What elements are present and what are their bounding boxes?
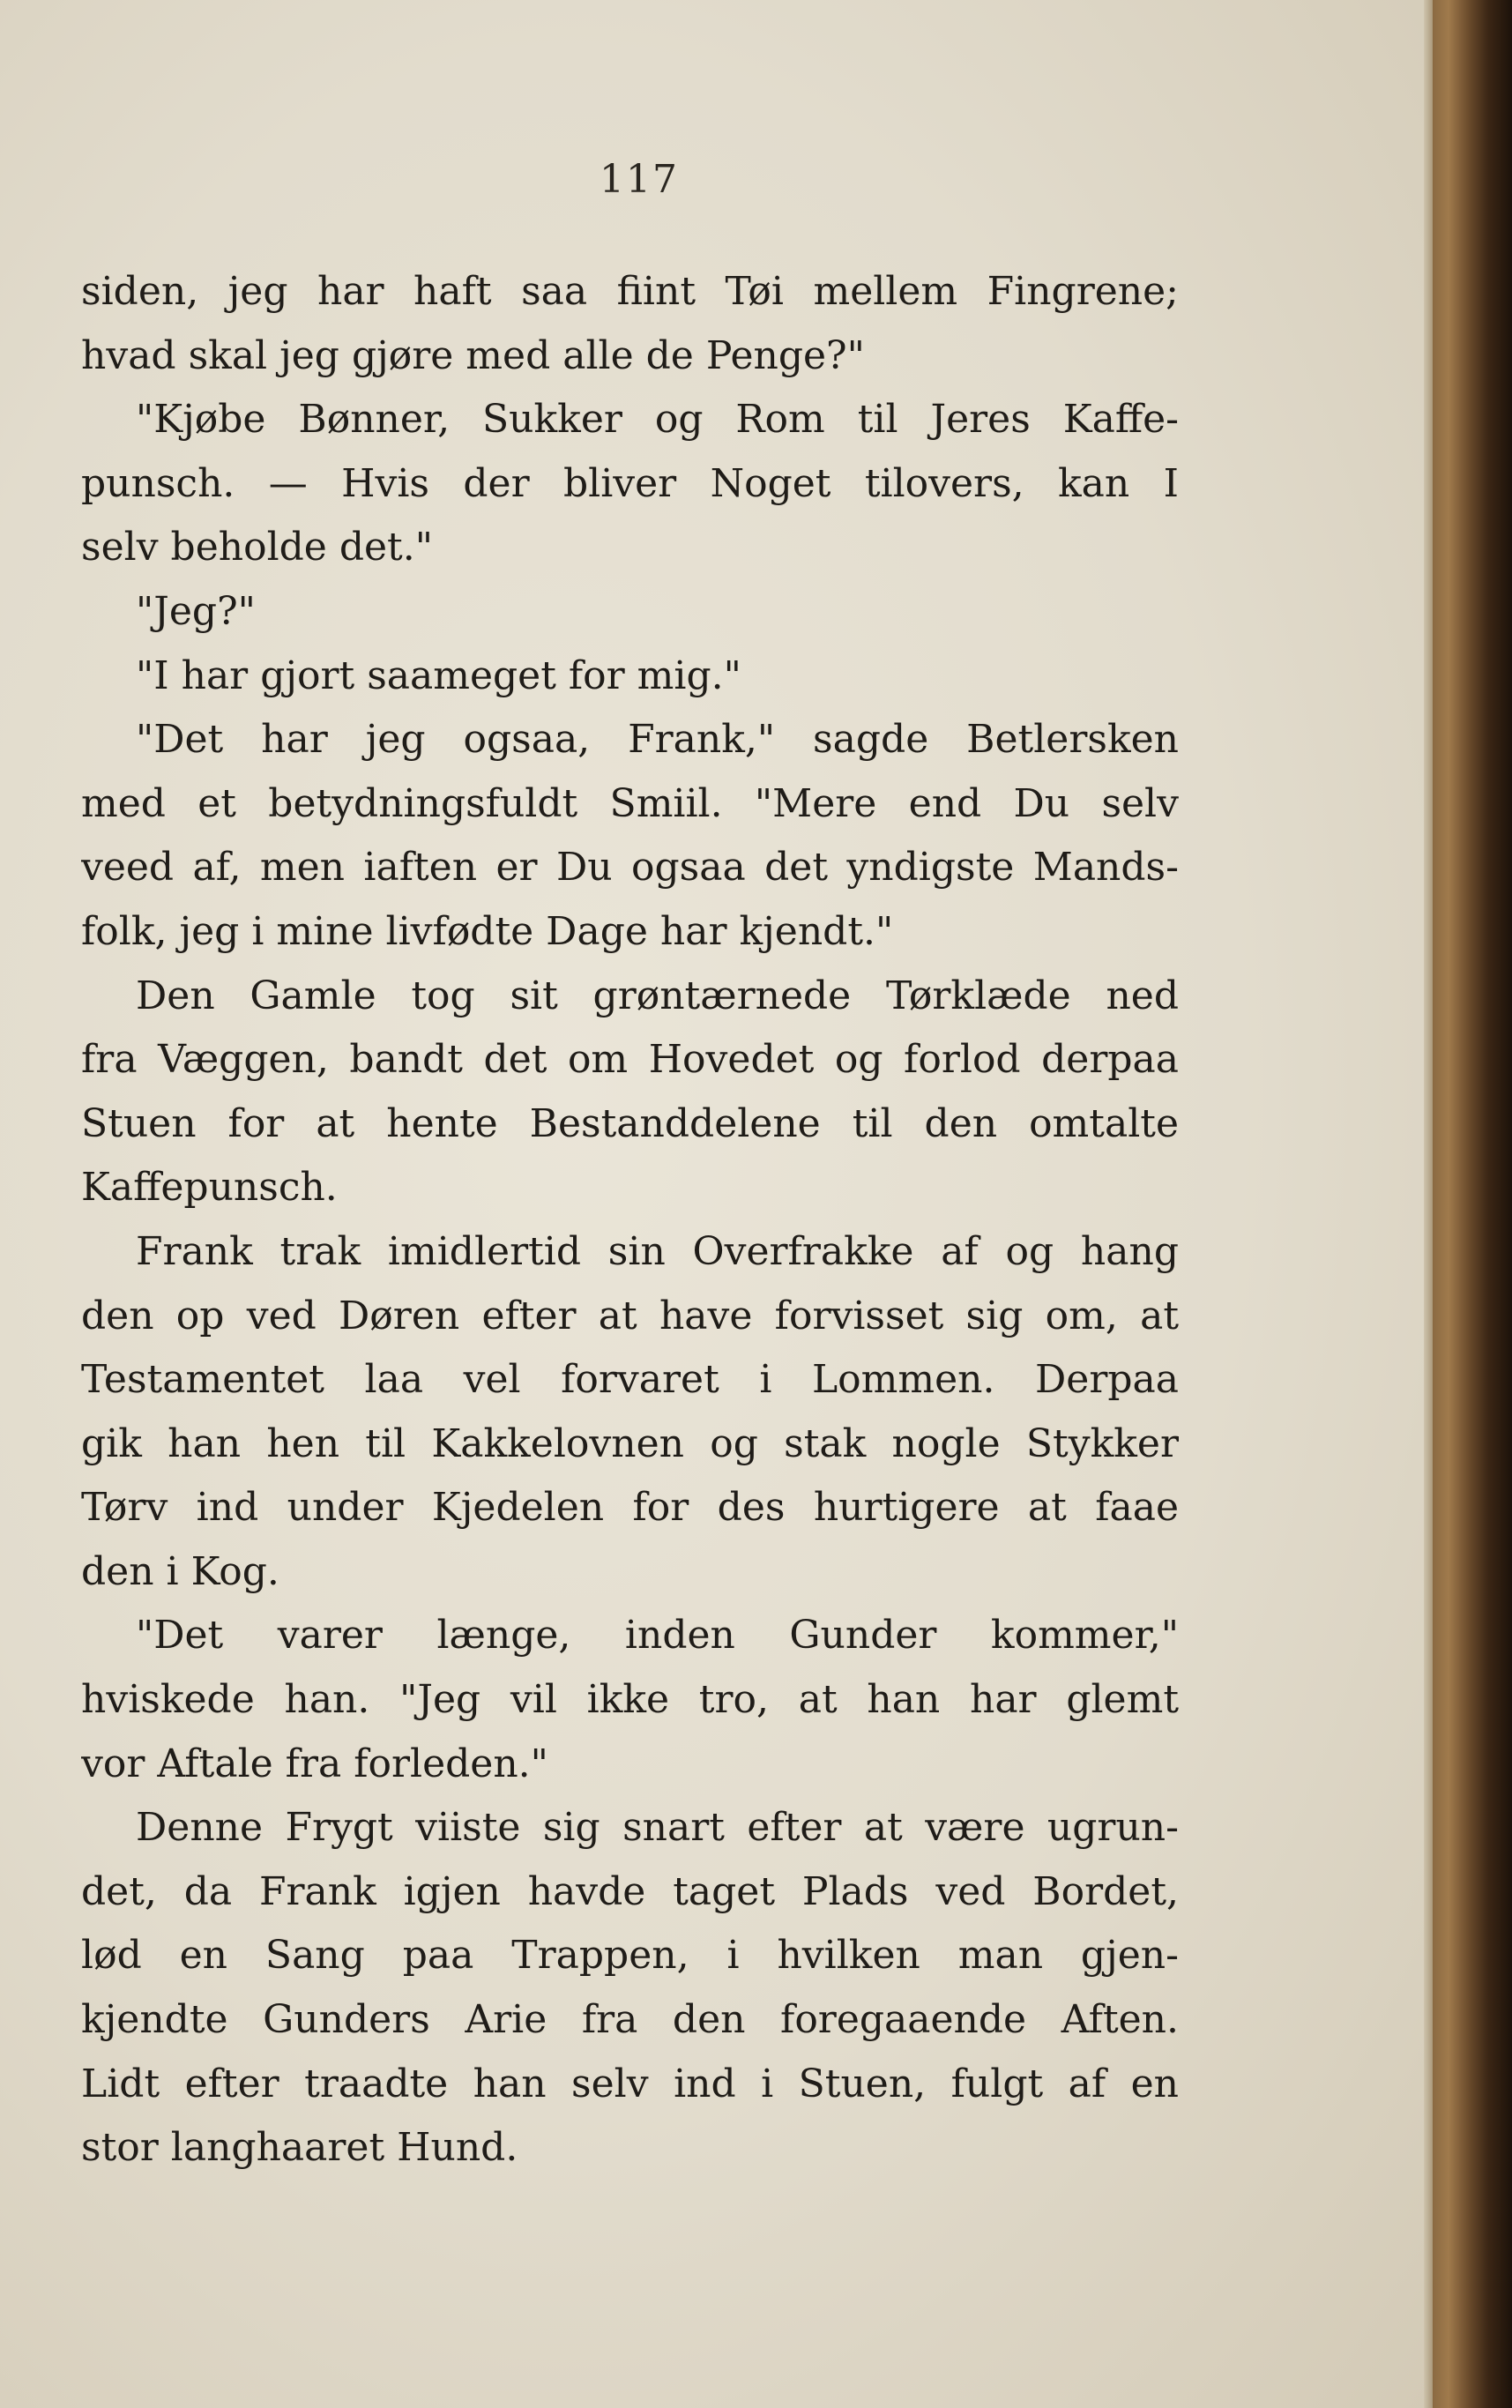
text-line: fra Væggen, bandt det om Hovedet og forlod derpaa — [81, 1037, 1179, 1083]
text-line: Frank trak imidlertid sin Overfrakke af og hang — [136, 1228, 1179, 1274]
text-line: Stuen for at hente Bestanddelene til den omtalte — [81, 1100, 1179, 1146]
text-line: punsch. — Hvis der bliver Noget tilovers, kan I — [81, 460, 1179, 506]
text-line: hviskede han. "Jeg vil ikke tro, at han har glemt — [81, 1677, 1179, 1723]
text-line: Denne Frygt viiste sig snart efter at være ugrun- — [136, 1805, 1179, 1851]
text-line: den op ved Døren efter at have forvisset sig om, at — [81, 1293, 1179, 1338]
page-number: 117 — [600, 157, 679, 202]
text-line: selv beholde det." — [81, 525, 433, 570]
text-line: vor Aftale fra forleden." — [81, 1741, 548, 1786]
text-line: Tørv ind under Kjedelen for des hurtigere at faae — [81, 1485, 1179, 1531]
text-line: den i Kog. — [81, 1548, 279, 1594]
text-line: lød en Sang paa Trappen, i hvilken man gjen- — [81, 1933, 1179, 1979]
text-line: det, da Frank igjen havde taget Plads ved Bordet, — [81, 1868, 1179, 1914]
text-line: siden, jeg har haft saa fiint Tøi mellem Fingrene; — [81, 269, 1179, 314]
text-line: Kaffepunsch. — [81, 1165, 338, 1211]
text-line: "I har gjort saameget for mig." — [136, 652, 741, 698]
text-line: "Det har jeg ogsaa, Frank," sagde Betlersken — [136, 717, 1179, 763]
text-line: Den Gamle tog sit grøntærnede Tørklæde ned — [136, 973, 1179, 1018]
text-line: "Jeg?" — [136, 588, 256, 634]
text-line: med et betydningsfuldt Smiil. "Mere end Du selv — [81, 780, 1179, 826]
book-binding — [1433, 0, 1512, 2408]
text-line: veed af, men iaften er Du ogsaa det yndigste Mands- — [81, 845, 1179, 891]
text-line: gik han hen til Kakkelovnen og stak nogle Stykker — [81, 1420, 1179, 1466]
text-line: Testamentet laa vel forvaret i Lommen. Derpaa — [81, 1357, 1179, 1403]
text-line: kjendte Gunders Arie fra den foregaaende Aften. — [81, 1997, 1179, 2043]
text-line: Lidt efter traadte han selv ind i Stuen, fulgt af en — [81, 2061, 1179, 2106]
text-line: hvad skal jeg gjøre med alle de Penge?" — [81, 332, 865, 378]
text-line: folk, jeg i mine livfødte Dage har kjendt." — [81, 908, 894, 954]
text-line: "Kjøbe Bønner, Sukker og Rom til Jeres Kaffe- — [136, 397, 1179, 443]
text-line: stor langhaaret Hund. — [81, 2125, 518, 2171]
text-line: "Det varer længe, inden Gunder kommer," — [136, 1613, 1179, 1659]
body-text — [81, 260, 1179, 2181]
